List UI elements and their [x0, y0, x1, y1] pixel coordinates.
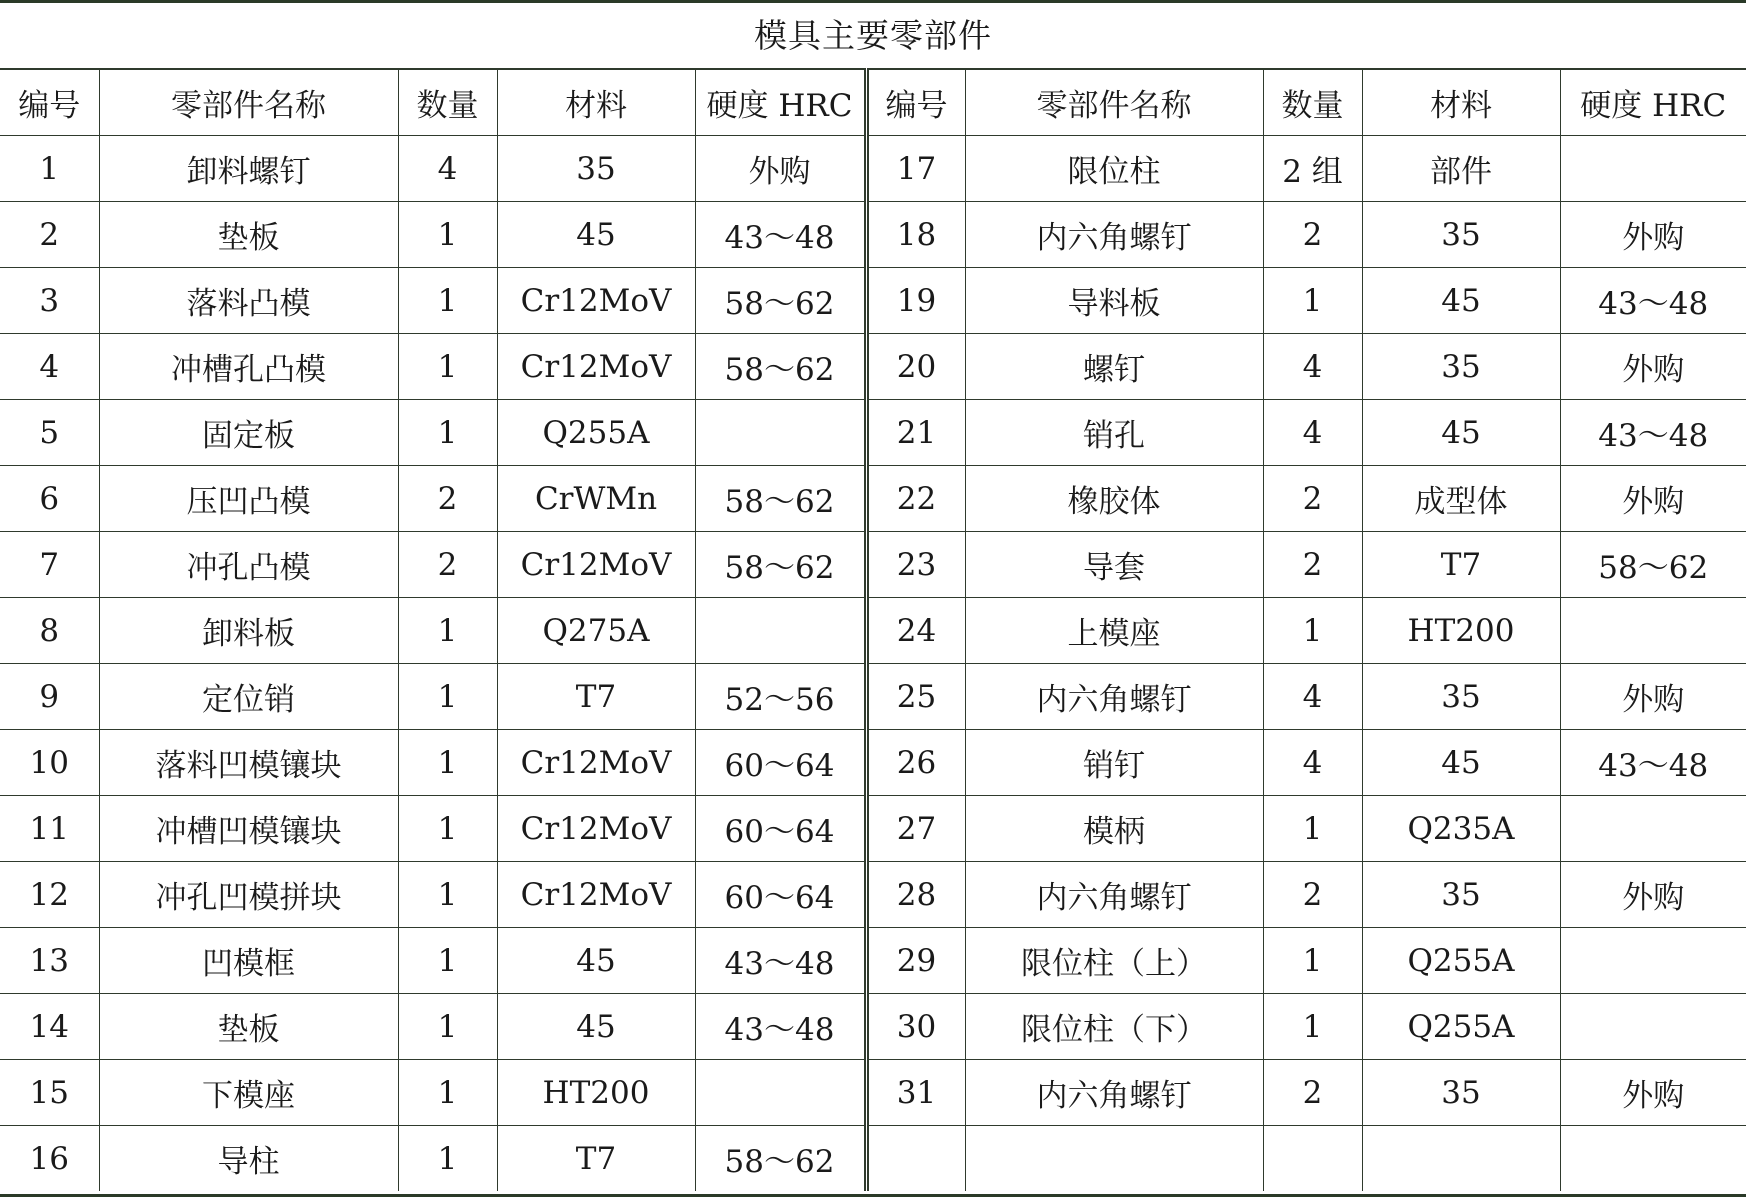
cell-part-name: 销钉	[965, 730, 1263, 796]
cell-hardness: 60～64	[695, 730, 866, 796]
header-quantity: 数量	[398, 69, 497, 136]
top-rule	[0, 0, 1746, 3]
cell-part-name: 内六角螺钉	[965, 862, 1263, 928]
cell-hardness: 58～62	[695, 268, 866, 334]
header-quantity: 数量	[1263, 69, 1362, 136]
cell-quantity: 1	[398, 400, 497, 466]
cell-material: 45	[1362, 730, 1560, 796]
cell-part-name: 内六角螺钉	[965, 1060, 1263, 1126]
table-row	[0, 664, 1746, 730]
cell-part-name: 下模座	[99, 1060, 398, 1126]
cell-hardness: 43～48	[1560, 268, 1746, 334]
cell-quantity: 4	[1263, 334, 1362, 400]
cell-number: 10	[0, 730, 99, 796]
cell-material: HT200	[497, 1060, 695, 1126]
cell-material: 35	[497, 136, 695, 202]
cell-quantity: 1	[1263, 598, 1362, 664]
cell-part-name: 冲槽孔凸模	[99, 334, 398, 400]
cell-hardness	[1560, 994, 1746, 1060]
header-hardness: 硬度 HRC	[695, 69, 866, 136]
cell-quantity: 4	[1263, 400, 1362, 466]
cell-quantity: 1	[398, 664, 497, 730]
cell-quantity: 4	[1263, 664, 1362, 730]
cell-number: 19	[866, 268, 965, 334]
table-row	[0, 268, 1746, 334]
cell-part-name: 导柱	[99, 1126, 398, 1192]
cell-material: HT200	[1362, 598, 1560, 664]
cell-hardness: 58～62	[1560, 532, 1746, 598]
cell-hardness: 外购	[1560, 664, 1746, 730]
cell-number: 11	[0, 796, 99, 862]
cell-part-name: 模柄	[965, 796, 1263, 862]
cell-part-name: 销孔	[965, 400, 1263, 466]
header-number: 编号	[866, 69, 965, 136]
cell-part-name: 导套	[965, 532, 1263, 598]
cell-hardness: 58～62	[695, 532, 866, 598]
cell-part-name: 内六角螺钉	[965, 664, 1263, 730]
cell-quantity: 1	[398, 862, 497, 928]
cell-material: 35	[1362, 862, 1560, 928]
cell-material: Cr12MoV	[497, 796, 695, 862]
cell-number: 14	[0, 994, 99, 1060]
cell-hardness: 外购	[1560, 862, 1746, 928]
cell-quantity: 2	[398, 466, 497, 532]
table-row	[0, 994, 1746, 1060]
cell-quantity: 1	[398, 730, 497, 796]
cell-material: 45	[497, 202, 695, 268]
cell-hardness: 58～62	[695, 1126, 866, 1192]
header-part-name: 零部件名称	[99, 69, 398, 136]
table-row	[0, 928, 1746, 994]
cell-part-name: 卸料螺钉	[99, 136, 398, 202]
cell-material: 45	[1362, 268, 1560, 334]
cell-number: 23	[866, 532, 965, 598]
cell-number: 29	[866, 928, 965, 994]
cell-material: 45	[497, 928, 695, 994]
table-row	[0, 796, 1746, 862]
cell-hardness: 外购	[1560, 334, 1746, 400]
cell-material: Cr12MoV	[497, 730, 695, 796]
cell-number: 7	[0, 532, 99, 598]
cell-quantity: 1	[398, 994, 497, 1060]
cell-material: 35	[1362, 202, 1560, 268]
cell-quantity: 1	[398, 268, 497, 334]
cell-material: Q235A	[1362, 796, 1560, 862]
cell-material: CrWMn	[497, 466, 695, 532]
cell-number: 26	[866, 730, 965, 796]
header-hardness: 硬度 HRC	[1560, 69, 1746, 136]
cell-part-name: 橡胶体	[965, 466, 1263, 532]
table-row	[0, 862, 1746, 928]
cell-hardness: 60～64	[695, 862, 866, 928]
cell-quantity: 1	[398, 1060, 497, 1126]
cell-quantity: 2 组	[1263, 136, 1362, 202]
cell-part-name: 上模座	[965, 598, 1263, 664]
cell-number: 15	[0, 1060, 99, 1126]
table-caption: 模具主要零部件	[754, 16, 992, 55]
cell-material: Cr12MoV	[497, 334, 695, 400]
cell-hardness	[1560, 598, 1746, 664]
table-row	[0, 334, 1746, 400]
cell-number: 2	[0, 202, 99, 268]
cell-number: 8	[0, 598, 99, 664]
cell-hardness: 43～48	[695, 202, 866, 268]
cell-part-name: 螺钉	[965, 334, 1263, 400]
cell-material: 35	[1362, 1060, 1560, 1126]
table-row	[0, 1126, 1746, 1192]
cell-part-name: 定位销	[99, 664, 398, 730]
cell-quantity: 4	[398, 136, 497, 202]
cell-part-name: 固定板	[99, 400, 398, 466]
cell-number: 9	[0, 664, 99, 730]
cell-number: 5	[0, 400, 99, 466]
table-row	[0, 466, 1746, 532]
cell-hardness: 58～62	[695, 466, 866, 532]
cell-quantity: 2	[1263, 532, 1362, 598]
cell-material: Cr12MoV	[497, 532, 695, 598]
table-row	[0, 400, 1746, 466]
cell-quantity: 2	[1263, 202, 1362, 268]
cell-number: 25	[866, 664, 965, 730]
cell-quantity: 1	[398, 928, 497, 994]
cell-hardness: 52～56	[695, 664, 866, 730]
cell-number: 27	[866, 796, 965, 862]
cell-number: 24	[866, 598, 965, 664]
cell-hardness	[695, 1060, 866, 1126]
cell-part-name	[965, 1126, 1263, 1192]
cell-material: 部件	[1362, 136, 1560, 202]
cell-hardness	[1560, 796, 1746, 862]
cell-material: 35	[1362, 664, 1560, 730]
cell-part-name: 冲槽凹模镶块	[99, 796, 398, 862]
cell-part-name: 冲孔凸模	[99, 532, 398, 598]
cell-material: 45	[497, 994, 695, 1060]
cell-number: 20	[866, 334, 965, 400]
header-material: 材料	[497, 69, 695, 136]
cell-material: T7	[497, 1126, 695, 1192]
cell-number: 12	[0, 862, 99, 928]
cell-part-name: 落料凸模	[99, 268, 398, 334]
cell-material: 成型体	[1362, 466, 1560, 532]
cell-material: Q255A	[1362, 928, 1560, 994]
cell-hardness	[1560, 928, 1746, 994]
cell-quantity	[1263, 1126, 1362, 1192]
table-row	[0, 202, 1746, 268]
cell-material: T7	[497, 664, 695, 730]
cell-number: 31	[866, 1060, 965, 1126]
cell-quantity: 1	[398, 1126, 497, 1192]
cell-hardness: 外购	[695, 136, 866, 202]
cell-quantity: 1	[1263, 994, 1362, 1060]
cell-hardness: 外购	[1560, 466, 1746, 532]
cell-part-name: 冲孔凹模拼块	[99, 862, 398, 928]
cell-quantity: 2	[1263, 466, 1362, 532]
cell-quantity: 2	[1263, 1060, 1362, 1126]
cell-part-name: 凹模框	[99, 928, 398, 994]
cell-hardness: 43～48	[1560, 400, 1746, 466]
cell-material: 45	[1362, 400, 1560, 466]
cell-number	[866, 1126, 965, 1192]
cell-hardness	[1560, 136, 1746, 202]
cell-part-name: 卸料板	[99, 598, 398, 664]
cell-number: 4	[0, 334, 99, 400]
cell-number: 3	[0, 268, 99, 334]
table-row	[0, 598, 1746, 664]
cell-number: 30	[866, 994, 965, 1060]
cell-hardness	[1560, 1126, 1746, 1192]
table-body	[0, 136, 1746, 1192]
cell-material: 35	[1362, 334, 1560, 400]
cell-hardness: 43～48	[695, 994, 866, 1060]
cell-hardness: 43～48	[695, 928, 866, 994]
cell-quantity: 1	[398, 796, 497, 862]
cell-material: Q255A	[1362, 994, 1560, 1060]
cell-number: 1	[0, 136, 99, 202]
table-row	[0, 532, 1746, 598]
cell-quantity: 1	[1263, 268, 1362, 334]
cell-part-name: 压凹凸模	[99, 466, 398, 532]
cell-number: 6	[0, 466, 99, 532]
table-row	[0, 1060, 1746, 1126]
cell-material	[1362, 1126, 1560, 1192]
cell-hardness: 外购	[1560, 202, 1746, 268]
cell-part-name: 限位柱（下）	[965, 994, 1263, 1060]
table-row	[0, 730, 1746, 796]
cell-quantity: 1	[398, 598, 497, 664]
cell-hardness: 43～48	[1560, 730, 1746, 796]
cell-quantity: 1	[1263, 928, 1362, 994]
cell-part-name: 垫板	[99, 994, 398, 1060]
cell-hardness	[695, 400, 866, 466]
header-number: 编号	[0, 69, 99, 136]
cell-quantity: 2	[1263, 862, 1362, 928]
cell-material: Cr12MoV	[497, 862, 695, 928]
parts-table	[0, 68, 1746, 1191]
cell-part-name: 垫板	[99, 202, 398, 268]
cell-quantity: 4	[1263, 730, 1362, 796]
cell-number: 17	[866, 136, 965, 202]
cell-part-name: 落料凹模镶块	[99, 730, 398, 796]
header-material: 材料	[1362, 69, 1560, 136]
cell-number: 13	[0, 928, 99, 994]
cell-part-name: 内六角螺钉	[965, 202, 1263, 268]
cell-hardness	[695, 598, 866, 664]
cell-material: Q275A	[497, 598, 695, 664]
cell-quantity: 1	[398, 334, 497, 400]
cell-material: T7	[1362, 532, 1560, 598]
cell-material: Cr12MoV	[497, 268, 695, 334]
cell-number: 21	[866, 400, 965, 466]
cell-number: 18	[866, 202, 965, 268]
cell-number: 28	[866, 862, 965, 928]
cell-quantity: 1	[1263, 796, 1362, 862]
header-part-name: 零部件名称	[965, 69, 1263, 136]
cell-part-name: 限位柱	[965, 136, 1263, 202]
header-row	[0, 69, 1746, 136]
cell-material: Q255A	[497, 400, 695, 466]
cell-hardness: 58～62	[695, 334, 866, 400]
cell-part-name: 导料板	[965, 268, 1263, 334]
table-row	[0, 136, 1746, 202]
cell-part-name: 限位柱（上）	[965, 928, 1263, 994]
cell-quantity: 2	[398, 532, 497, 598]
cell-number: 16	[0, 1126, 99, 1192]
cell-hardness: 外购	[1560, 1060, 1746, 1126]
cell-hardness: 60～64	[695, 796, 866, 862]
cell-number: 22	[866, 466, 965, 532]
cell-quantity: 1	[398, 202, 497, 268]
